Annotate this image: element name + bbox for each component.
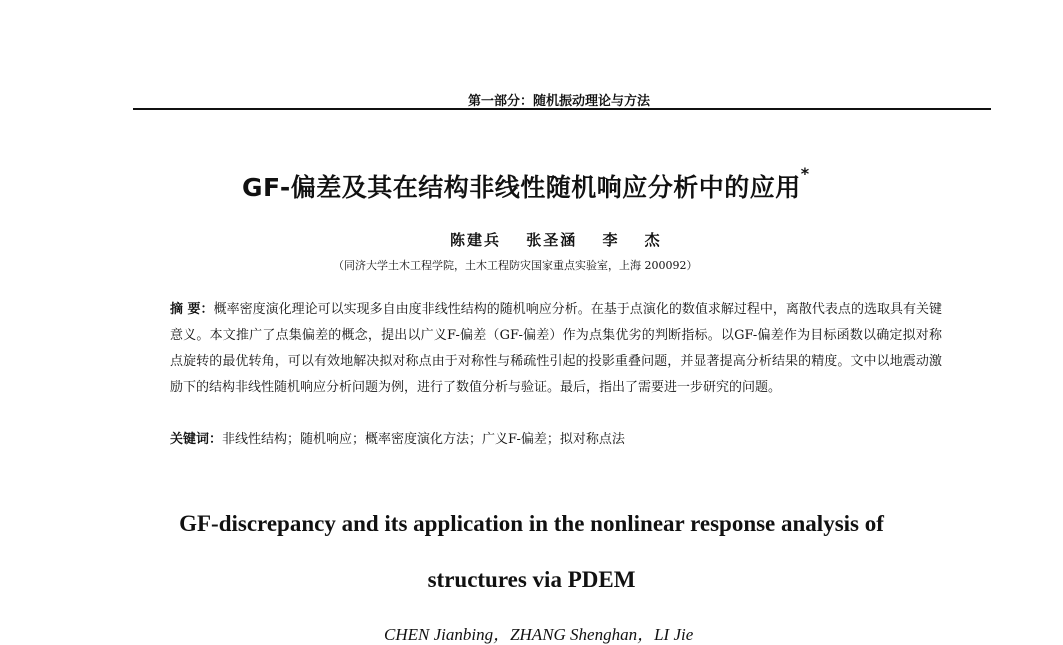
abstract — [170, 297, 942, 401]
chinese-title — [242, 164, 810, 204]
keywords — [170, 428, 625, 447]
abstract-label: 摘 要： — [170, 302, 214, 317]
running-header: 第一部分：随机振动理论与方法 — [468, 94, 651, 109]
english-title-line-2: structures via PDEM — [427, 567, 636, 592]
keywords-label: 关键词： — [170, 432, 223, 447]
title-footnote-mark: * — [800, 164, 810, 183]
english-title-line-1: GF-discrepancy and its application in the nonlinear response analysis of — [179, 511, 884, 536]
keywords-text: 非线性结构；随机响应；概率密度演化方法；广义F-偏差；拟对称点法 — [222, 432, 625, 447]
abstract-text: 概率密度演化理论可以实现多自由度非线性结构的随机响应分析。在基于点演化的数值求解过程中，离散代表点的选取具有关键意义。本文推广了点集偏差的概念，提出以广义F-偏差（GF-偏差）作为点集优劣的判断指标。以GF-偏差作为目标函数以确定拟对称点旋转的最优转角，可以有效地解决拟对称点由于对称性与稀疏性引起的投影重叠问题，并显著提高分析结果的精度。文中以地震动激励下的结构非线性随机响应分析问题为例，进行了数值分析与验证。最后，指出了需要进一步研究的问题。 — [170, 302, 942, 395]
english-authors: CHEN Jianbing，ZHANG Shenghan，LI Jie — [384, 625, 694, 644]
chinese-affiliation: （同济大学土木工程学院，土木工程防灾国家重点实验室，上海 200092） — [333, 259, 698, 272]
chinese-title-text: GF-偏差及其在结构非线性随机响应分析中的应用 — [242, 173, 801, 202]
header-rule — [133, 108, 991, 110]
chinese-authors: 陈建兵 张圣涵 李 杰 — [450, 231, 662, 249]
